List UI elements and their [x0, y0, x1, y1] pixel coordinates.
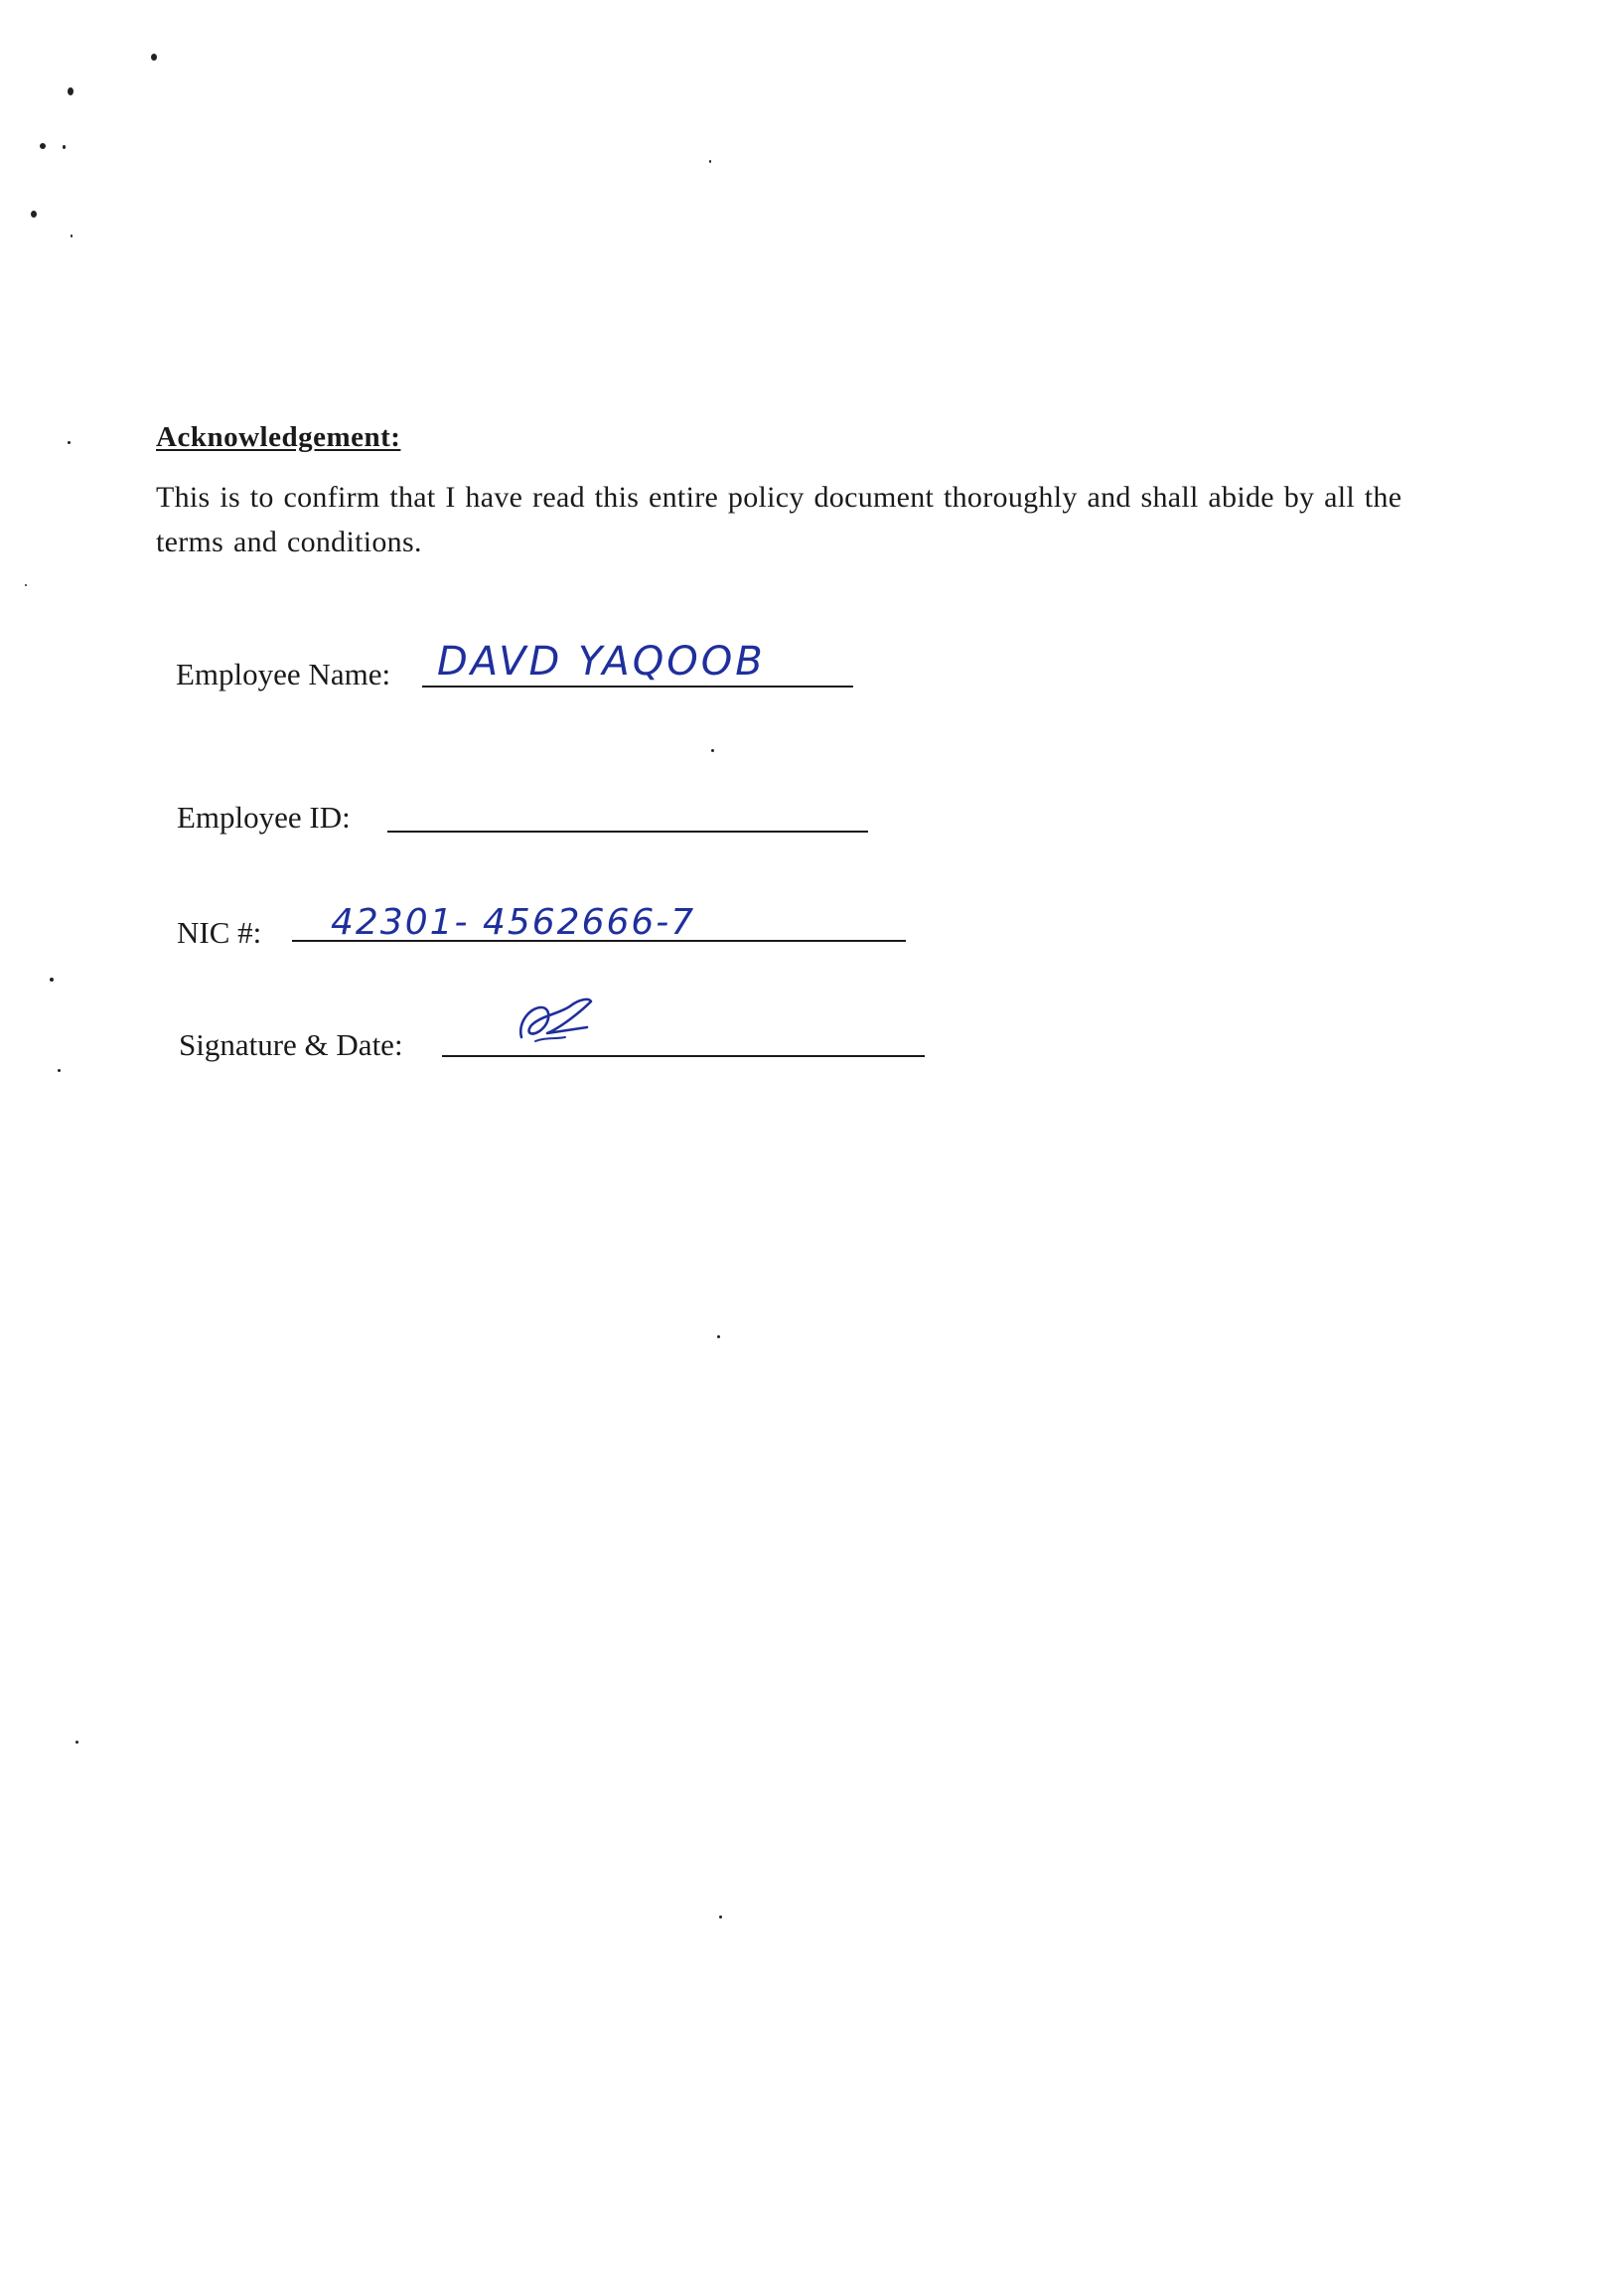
signature-date-label: Signature & Date:: [179, 1027, 403, 1062]
employee-name-line: [422, 686, 853, 688]
speck: [719, 1915, 722, 1918]
signature-date-line: [442, 1055, 925, 1057]
employee-name-label: Employee Name:: [176, 657, 391, 691]
employee-name-value[interactable]: DAVD YAQOOB: [437, 639, 766, 685]
speck: [40, 143, 46, 149]
speck: [711, 749, 714, 752]
speck: [31, 211, 37, 218]
speck: [63, 145, 66, 149]
nic-value[interactable]: 42301- 4562666-7: [331, 902, 696, 943]
speck: [75, 1741, 78, 1744]
speck: [58, 1069, 61, 1072]
speck: [25, 584, 27, 586]
employee-id-line: [387, 831, 868, 833]
speck: [71, 234, 73, 237]
confirmation-paragraph: This is to confirm that I have read this entire policy document thoroughly and shall abide by all the terms and conditions.: [156, 481, 1402, 558]
signature-mark: [512, 994, 601, 1049]
speck: [709, 160, 711, 163]
speck: [717, 1335, 720, 1338]
nic-label: NIC #:: [177, 915, 262, 950]
speck: [151, 54, 157, 61]
acknowledgement-heading: Acknowledgement:: [156, 421, 401, 453]
speck: [68, 441, 71, 444]
speck: [68, 87, 74, 95]
employee-id-label: Employee ID:: [177, 800, 351, 835]
speck: [50, 978, 54, 982]
